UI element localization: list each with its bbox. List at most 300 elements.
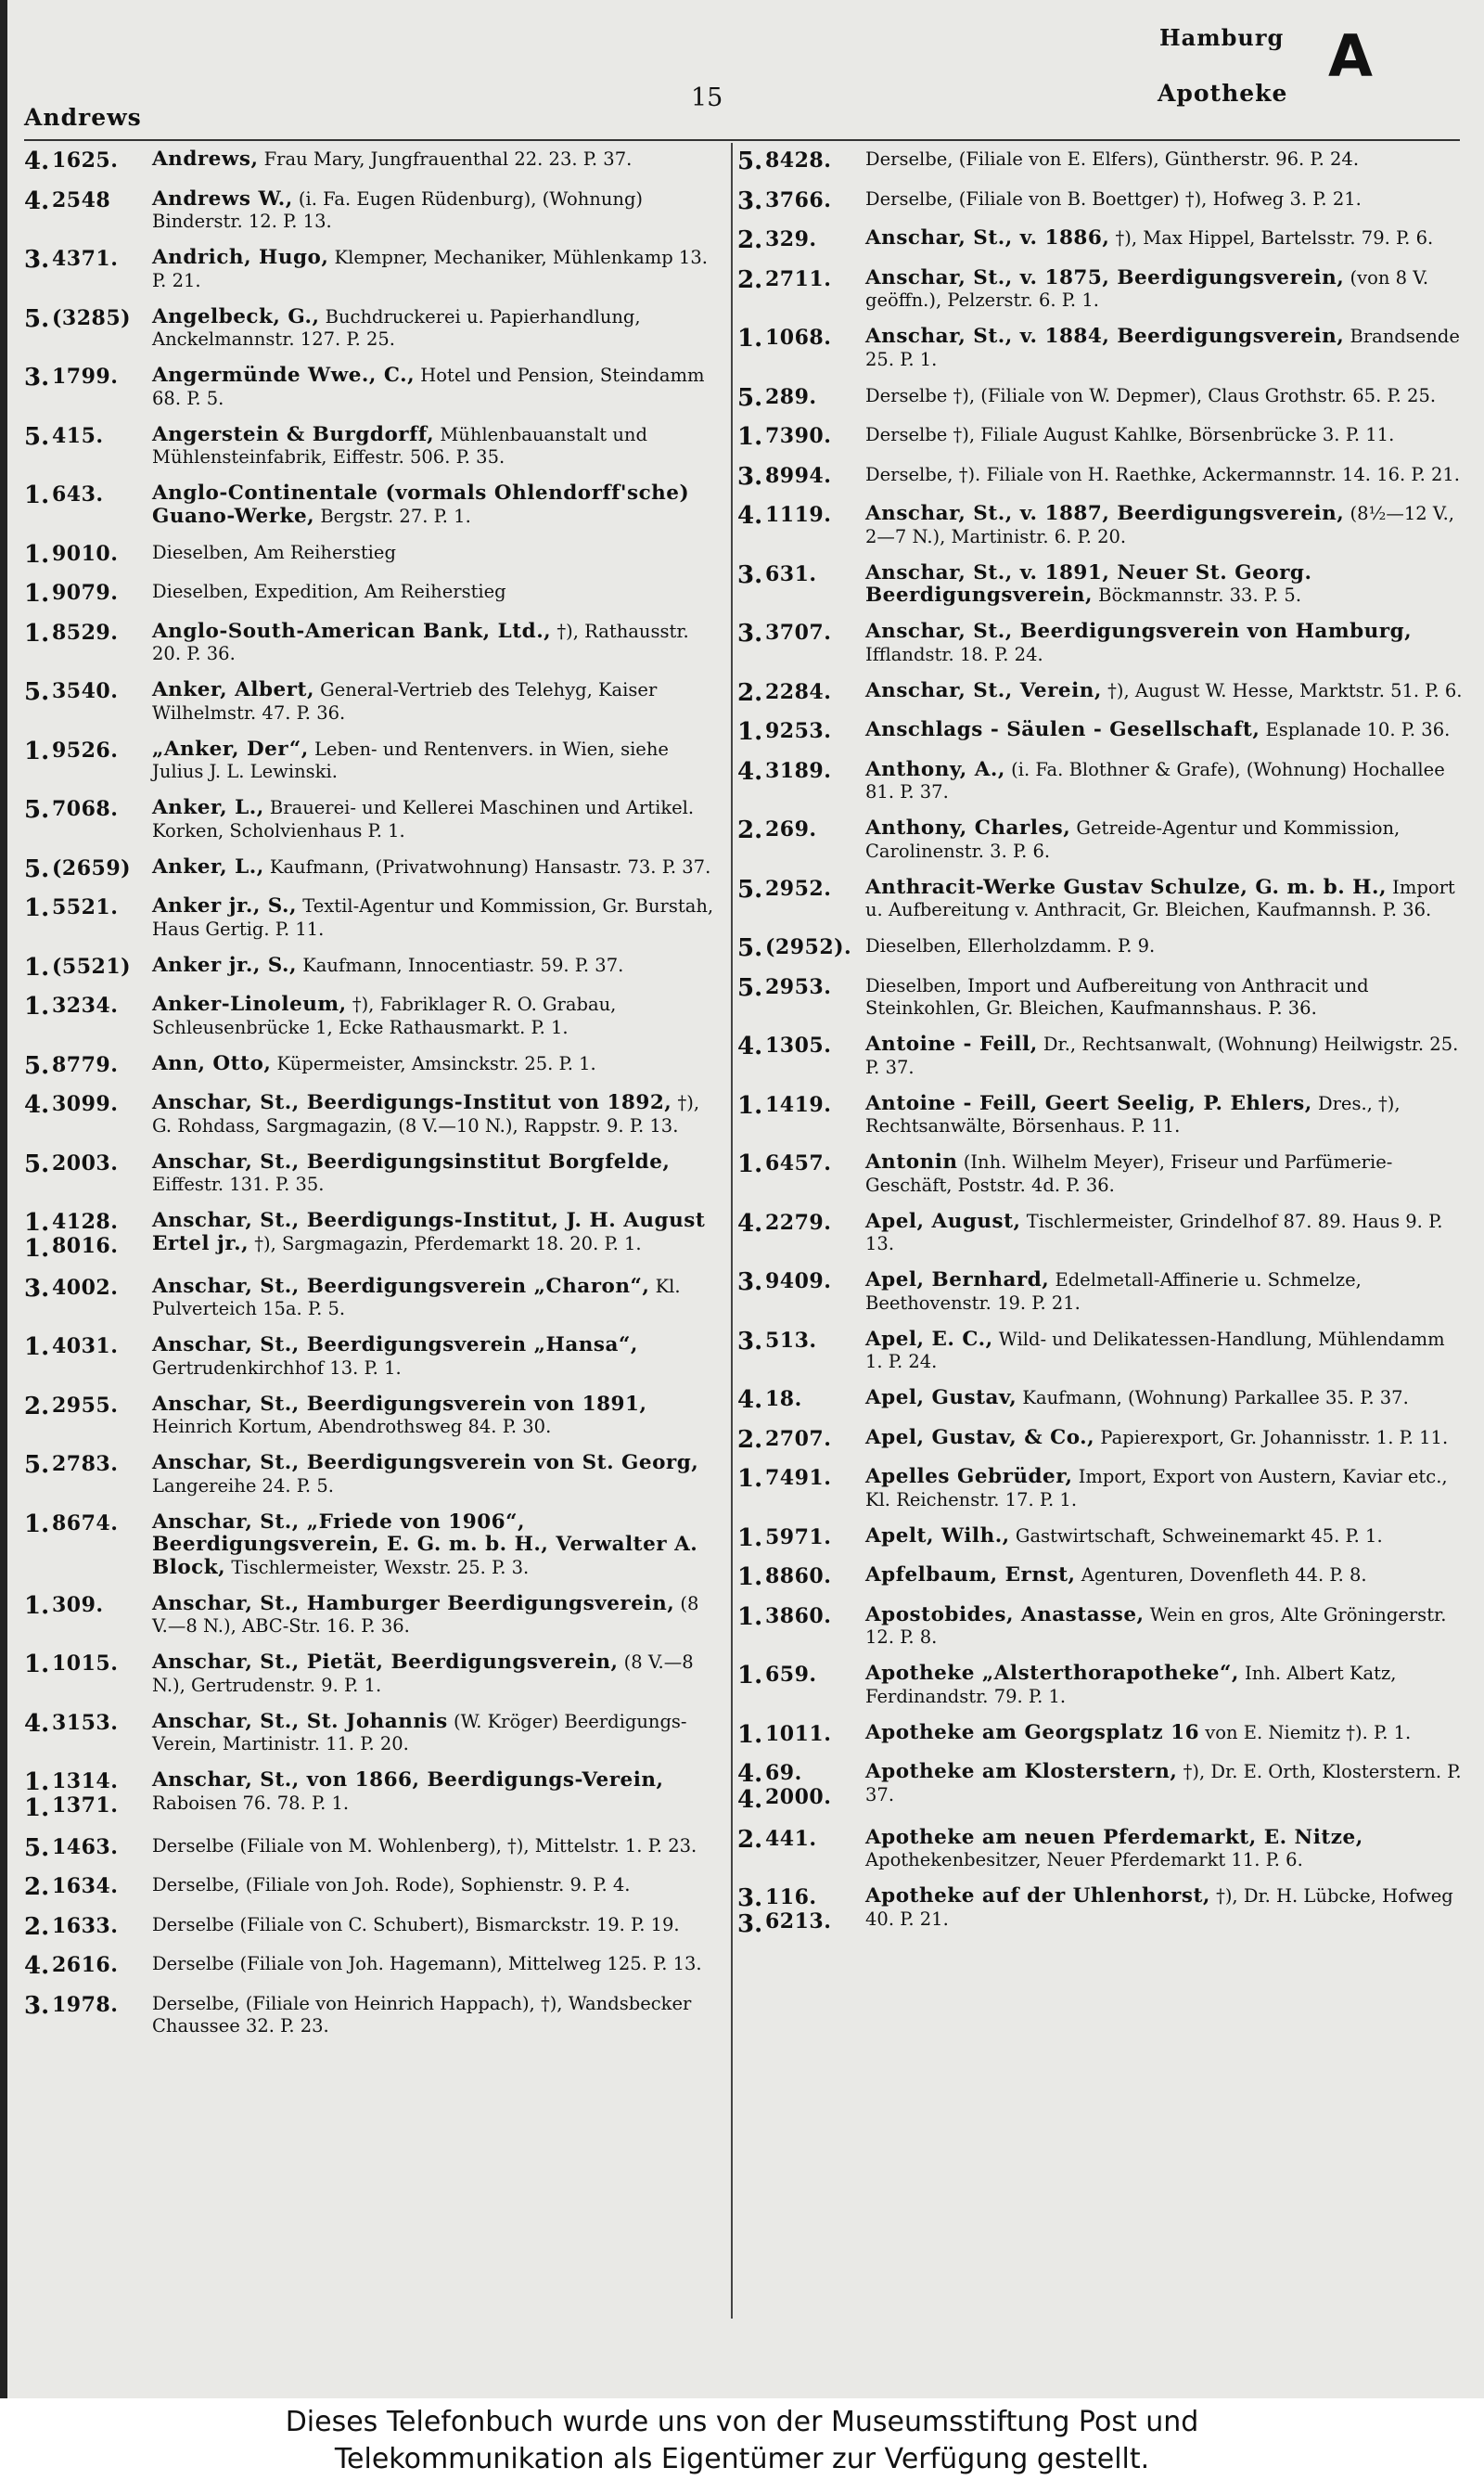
directory-entry <box>737 227 1470 253</box>
left-column <box>24 148 727 2319</box>
phone-number: 6457. <box>765 1151 832 1176</box>
entry-body <box>145 1711 727 1756</box>
entry-name: Apelles Gebrüder, <box>865 1465 1073 1488</box>
entry-body <box>145 797 727 842</box>
phone-number: 3707. <box>765 621 832 645</box>
entry-body <box>145 679 727 725</box>
directory-entry <box>24 1914 727 1940</box>
entry-details: Dieselben, Ellerholzdamm. P. 9. <box>865 935 1156 957</box>
directory-entry <box>24 1210 727 1262</box>
directory-entry <box>24 1092 727 1137</box>
entry-name: Antoine - Feill, Geert Seelig, P. Ehlers, <box>865 1091 1312 1115</box>
directory-entry <box>24 1711 727 1756</box>
entry-body <box>858 326 1470 371</box>
entry-name: Apotheke auf der Uhlenhorst, <box>865 1884 1210 1908</box>
entry-details: Edelmetall-Affinerie u. Schmelze, Beethovenstr. 19. P. 21. <box>865 1269 1362 1314</box>
entry-body <box>858 1564 1470 1587</box>
entry-details: †), G. Rohdass, Sargmagazin, (8 V.—10 N.), Rappstr. 9. P. 13. <box>152 1092 700 1137</box>
phone-number: 3099. <box>52 1092 119 1116</box>
phone-number: 2284. <box>765 679 832 704</box>
entry-body <box>858 1827 1470 1872</box>
entry-name: Apostobides, Anastasse, <box>865 1602 1145 1626</box>
entry-body <box>858 1427 1470 1450</box>
phone-number: 1305. <box>765 1034 832 1058</box>
entry-body <box>858 464 1470 487</box>
entry-name: Ann, Otto, <box>152 1051 272 1075</box>
district-code: 1. <box>24 1510 50 1538</box>
district-code: 3. <box>737 1268 763 1296</box>
district-code: 5. <box>24 1833 50 1862</box>
directory-entry <box>24 1334 727 1380</box>
entry-body <box>145 739 727 784</box>
entry-details: Derselbe, (Filiale von Heinrich Happach), †), Wandsbecker Chaussee 32. P. 23. <box>152 1992 692 2037</box>
entry-details: Dres., †), Rechtsanwälte, Börsenhaus. P. 11. <box>865 1092 1401 1137</box>
district-code: 4. <box>24 186 50 215</box>
directory-entry <box>737 503 1470 548</box>
entry-details: Böckmannstr. 33. P. 5. <box>1098 585 1302 606</box>
entry-body <box>145 994 727 1039</box>
entry-body <box>858 975 1470 1021</box>
phone-number: 2279. <box>765 1210 832 1235</box>
entry-body <box>145 247 727 292</box>
entry-name: Anschar, St., „Friede von 1906“, Beerdigungsverein, E. G. m. b. H., Verwalter A. Block, <box>152 1510 698 1579</box>
phone-number: 18. <box>765 1387 802 1411</box>
phone-number: 1119. <box>765 503 832 527</box>
entry-name: Apelt, Wilh., <box>865 1523 1010 1548</box>
entry-body <box>858 424 1470 447</box>
running-head-category: Apotheke <box>1158 80 1288 107</box>
entry-details: Inh. Albert Katz, Ferdinandstr. 79. P. 1. <box>865 1663 1397 1707</box>
phone-number: 9010. <box>52 541 119 566</box>
district-code: 2. <box>737 1825 763 1854</box>
entry-name: Anschar, St., v. 1891, Neuer St. Georg. Beerdigungsverein, <box>865 560 1312 607</box>
phone-number: 2003. <box>52 1150 119 1176</box>
phone-number: 1015. <box>52 1651 119 1676</box>
entry-details: (Inh. Wilhelm Meyer), Friseur und Parfümerie-Geschäft, Poststr. 4d. P. 36. <box>865 1151 1393 1196</box>
entry-name: Anschar, St., Pietät, Beerdigungsverein, <box>152 1651 619 1674</box>
directory-entry <box>737 1525 1470 1551</box>
directory-entry <box>737 1034 1470 1079</box>
entry-details: Import u. Aufbereitung v. Anthracit, Gr. Bleichen, Kaufmannsh. P. 36. <box>865 876 1455 920</box>
entry-name: Anthony, Charles, <box>865 816 1071 840</box>
directory-entry <box>24 797 727 842</box>
directory-entry <box>737 1885 1470 1937</box>
directory-entry <box>24 247 727 292</box>
phone-number: 2783. <box>52 1452 119 1476</box>
district-code: 1. <box>737 1720 763 1749</box>
entry-body <box>145 365 727 410</box>
directory-entry <box>24 1593 727 1638</box>
entry-body <box>858 503 1470 548</box>
district-code: 5. <box>24 796 50 824</box>
district-code: 1. <box>737 1662 763 1690</box>
phone-number: 2616. <box>52 1953 119 1977</box>
entry-details: Getreide-Agentur und Kommission, Carolinenstr. 3. P. 6. <box>865 817 1401 862</box>
phone-number: 7491. <box>765 1466 832 1490</box>
directory-entry <box>24 856 727 882</box>
entry-details: Textil-Agentur und Kommission, Gr. Burstah, Haus Gertig. P. 11. <box>152 895 714 940</box>
district-code: 1. 1. <box>24 1209 50 1263</box>
entry-details: Langereihe 24. P. 5. <box>152 1474 334 1497</box>
phone-number: 4031. <box>52 1334 119 1358</box>
entry-name: Anschlags - Säulen - Gesellschaft, <box>865 718 1260 741</box>
entry-details: Derselbe, (Filiale von Joh. Rode), Sophienstr. 9. P. 4. <box>152 1874 631 1895</box>
entry-details: Bergstr. 27. P. 1. <box>320 505 471 527</box>
entry-details: †), Sargmagazin, Pferdemarkt 18. 20. P. 1. <box>254 1232 642 1254</box>
entry-details: (i. Fa. Blothner & Grafe), (Wohnung) Hochallee 81. P. 37. <box>865 758 1445 803</box>
entry-details: (8 V.—8 N.), Gertrudenstr. 9. P. 1. <box>152 1651 694 1696</box>
phone-number: 2711. <box>765 266 832 291</box>
district-code: 5. <box>24 1451 50 1479</box>
entry-body <box>145 482 727 528</box>
column-divider <box>731 143 733 2319</box>
entry-details: Eiffestr. 131. P. 35. <box>152 1174 325 1195</box>
phone-number: 2548 <box>52 187 111 212</box>
right-column <box>737 148 1470 2319</box>
phone-number: 309. <box>52 1592 104 1617</box>
entry-details: Brandsende 25. P. 1. <box>865 326 1460 370</box>
entry-body <box>858 1329 1470 1374</box>
entry-name: Apel, Gustav, & Co., <box>865 1425 1095 1449</box>
entry-body <box>145 1953 727 1976</box>
phone-number: 1011. <box>765 1721 832 1746</box>
phone-number: 116. 6213. <box>765 1885 832 1934</box>
phone-number: 3540. <box>52 679 119 703</box>
district-code: 1. <box>737 1602 763 1631</box>
entry-name: Antoine - Feill, <box>865 1033 1038 1056</box>
entry-name: Apfelbaum, Ernst, <box>865 1563 1076 1587</box>
entry-name: Anschar, St., von 1866, Beerdigungs-Verein, <box>152 1768 664 1792</box>
entry-body <box>145 856 727 880</box>
entry-details: von E. Niemitz †). P. 1. <box>1205 1721 1412 1743</box>
entry-name: Apotheke am Georgsplatz 16 <box>865 1720 1200 1744</box>
entry-body <box>145 1593 727 1638</box>
entry-body <box>145 542 727 565</box>
phone-number: 9409. <box>765 1269 832 1293</box>
entry-details: Dr., Rechtsanwalt, (Wohnung) Heilwigstr. 25. P. 37. <box>865 1034 1459 1078</box>
phone-number: (3285) <box>52 305 132 330</box>
entry-details: Kaufmann, Innocentiastr. 59. P. 37. <box>302 954 624 976</box>
phone-number: 1625. <box>52 148 119 173</box>
directory-entry <box>737 464 1470 490</box>
phone-number: 1068. <box>765 326 832 350</box>
entry-details: (8½—12 V., 2—7 N.), Martinistr. 6. P. 20. <box>865 503 1454 547</box>
district-code: 1. <box>24 1333 50 1361</box>
entry-details: Gastwirtschaft, Schweinemarkt 45. P. 1. <box>1015 1524 1383 1547</box>
district-code: 5. <box>24 678 50 706</box>
district-code: 3. <box>24 1991 50 2020</box>
entry-body <box>145 955 727 978</box>
entry-details: Hotel und Pension, Steindamm 68. P. 5. <box>152 365 705 409</box>
entry-details: Dieselben, Expedition, Am Reiherstieg <box>152 581 506 602</box>
phone-number: 4371. <box>52 247 119 271</box>
phone-number: 269. <box>765 817 817 842</box>
entry-details: †), Dr. E. Orth, Klosterstern. P. 37. <box>865 1761 1462 1805</box>
phone-number: 329. <box>765 227 817 251</box>
district-code: 5. <box>24 304 50 333</box>
entry-details: Ifflandstr. 18. P. 24. <box>865 643 1043 665</box>
phone-number: 4002. <box>52 1275 119 1300</box>
directory-entry <box>737 719 1470 745</box>
directory-entry <box>737 326 1470 371</box>
entry-body <box>858 1663 1470 1708</box>
directory-entry <box>24 188 727 234</box>
entry-details: Buchdruckerei u. Papierhandlung, Anckelmannstr. 127. P. 25. <box>152 305 641 350</box>
directory-entry <box>737 1269 1470 1315</box>
entry-body <box>858 877 1470 922</box>
entry-details: (i. Fa. Eugen Rüdenburg), (Wohnung) Binderstr. 12. P. 13. <box>152 187 644 232</box>
directory-entry <box>737 975 1470 1021</box>
entry-details: Esplanade 10. P. 36. <box>1265 719 1451 740</box>
district-code: 2. <box>24 1873 50 1901</box>
phone-number: 8779. <box>52 1052 119 1077</box>
district-code: 4. <box>737 1386 763 1414</box>
entry-body <box>145 1092 727 1137</box>
district-code: 4. <box>24 1952 50 1980</box>
entry-body <box>145 1053 727 1076</box>
entry-name: Anglo-Continentale (vormals Ohlendorff'sche) Guano-Werke, <box>152 482 690 528</box>
entry-body <box>858 1034 1470 1079</box>
phone-number: 2955. <box>52 1393 119 1418</box>
entry-name: Anschar, St., Hamburger Beerdigungsverein, <box>152 1591 675 1615</box>
entry-body <box>145 1276 727 1321</box>
district-code: 1. <box>24 993 50 1021</box>
phone-number: 1634. <box>52 1874 119 1898</box>
directory-entry <box>24 306 727 352</box>
entry-details: Derselbe, (Filiale von E. Elfers), Güntherstr. 96. P. 24. <box>865 148 1360 170</box>
phone-number: 2953. <box>765 974 832 999</box>
entry-name: Andrews W., <box>152 186 293 211</box>
district-code: 1. <box>24 1591 50 1620</box>
phone-number: 9079. <box>52 581 119 605</box>
entry-name: Anschar, St., Beerdigungsverein „Hansa“, <box>152 1333 638 1356</box>
entry-details: Derselbe, †). Filiale von H. Raethke, Ackermannstr. 14. 16. P. 21. <box>865 463 1460 485</box>
directory-entry <box>737 188 1470 214</box>
entry-details: Küpermeister, Amsinckstr. 25. P. 1. <box>276 1052 596 1074</box>
entry-name: Anschar, St., Beerdigungsverein von 1891, <box>152 1392 647 1416</box>
phone-number: (2952). <box>765 935 852 959</box>
entry-details: †), August W. Hesse, Marktstr. 51. P. 6. <box>1107 679 1463 701</box>
district-code: 4. <box>24 148 50 175</box>
district-code: 1. <box>24 894 50 922</box>
entry-body <box>858 1604 1470 1650</box>
directory-entry <box>24 1953 727 1979</box>
entry-body <box>145 1993 727 2038</box>
entry-details: Mühlenbauanstalt und Mühlensteinfabrik, Eiffestr. 506. P. 35. <box>152 423 647 468</box>
entry-details: Kl. Pulverteich 15a. P. 5. <box>152 1275 681 1319</box>
directory-entry <box>737 1093 1470 1138</box>
entry-name: Anschar, St., Beerdigungsverein „Charon“, <box>152 1274 650 1298</box>
district-code: 5. <box>737 148 763 175</box>
entry-body <box>145 621 727 666</box>
district-code: 5. <box>24 855 50 883</box>
phone-number: 3766. <box>765 187 832 212</box>
directory-entry <box>737 1827 1470 1872</box>
phone-number: 3153. <box>52 1710 119 1735</box>
district-code: 3. <box>24 364 50 392</box>
phone-number: 8428. <box>765 148 832 173</box>
entry-body <box>858 1269 1470 1315</box>
entry-body <box>145 148 727 172</box>
directory-entry <box>737 1329 1470 1374</box>
phone-number: 5971. <box>765 1524 832 1549</box>
entry-name: Anschar, St., Beerdigungsverein von Hamburg, <box>865 620 1413 643</box>
district-code: 5. <box>737 875 763 904</box>
district-code: 3. <box>737 560 763 589</box>
entry-details: Klempner, Mechaniker, Mühlenkamp 13. P. 21. <box>152 247 708 291</box>
district-code: 1. <box>737 1523 763 1552</box>
directory-entry <box>737 1663 1470 1708</box>
phone-number: 3234. <box>52 994 119 1018</box>
directory-entry <box>24 148 727 174</box>
directory-entry <box>24 1053 727 1079</box>
entry-body <box>858 1387 1470 1410</box>
phone-number: 289. <box>765 384 817 409</box>
entry-name: Andrews, <box>152 148 259 171</box>
directory-entry <box>24 581 727 607</box>
entry-name: Antonin <box>865 1150 958 1174</box>
phone-number: 1978. <box>52 1992 119 2017</box>
directory-entry <box>737 267 1470 313</box>
district-code: 1. <box>737 1091 763 1120</box>
district-code: 5. <box>737 383 763 412</box>
entry-details: Derselbe †), (Filiale von W. Depmer), Claus Grothstr. 65. P. 25. <box>865 384 1437 406</box>
entry-details: Derselbe, (Filiale von B. Boettger) †), Hofweg 3. P. 21. <box>865 187 1362 210</box>
phone-number: 441. <box>765 1826 817 1851</box>
entry-body <box>145 1210 727 1255</box>
entry-name: Anker, L., <box>152 796 264 819</box>
entry-name: Anschar, St., v. 1887, Beerdigungsverein, <box>865 502 1345 525</box>
entry-name: Anschar, St., Beerdigungs-Institut, J. H. August Ertel jr., <box>152 1209 706 1255</box>
directory-entry <box>737 148 1470 174</box>
entry-name: Apotheke „Alsterthorapotheke“, <box>865 1662 1239 1685</box>
phone-number: (5521) <box>52 954 132 979</box>
entry-body <box>858 267 1470 313</box>
directory-entry <box>24 1769 727 1821</box>
entry-body <box>858 621 1470 666</box>
district-code: 3. <box>737 620 763 648</box>
entry-body <box>858 562 1470 608</box>
entry-body <box>145 1835 727 1858</box>
entry-name: Anthony, A., <box>865 757 1005 781</box>
entry-details: Import, Export von Austern, Kaviar etc., Kl. Reichenstr. 17. P. 1. <box>865 1466 1448 1510</box>
entry-name: Anthracit-Werke Gustav Schulze, G. m. b. H., <box>865 875 1387 899</box>
directory-entry <box>24 1151 727 1197</box>
directory-entry <box>737 1564 1470 1590</box>
entry-body <box>858 680 1470 703</box>
entry-details: Tischlermeister, Grindelhof 87. 89. Haus 9. P. 13. <box>865 1210 1443 1254</box>
district-code: 4. <box>24 1091 50 1119</box>
entry-details: Agenturen, Dovenfleth 44. P. 8. <box>1081 1564 1367 1586</box>
entry-name: Anschar, St., Beerdigungsinstitut Borgfelde, <box>152 1150 671 1174</box>
phone-number: 9526. <box>52 738 119 763</box>
entry-name: Apel, E. C., <box>865 1327 993 1351</box>
entry-body <box>858 1151 1470 1197</box>
district-code: 1. <box>24 482 50 509</box>
entry-details: Dieselben, Am Reiherstieg <box>152 541 396 563</box>
directory-entry <box>24 1835 727 1861</box>
directory-entry <box>737 877 1470 922</box>
phone-number: 3860. <box>765 1603 832 1628</box>
entry-details: Derselbe (Filiale von M. Wohlenberg), †), Mittelstr. 1. P. 23. <box>152 1834 697 1857</box>
entry-body <box>858 1885 1470 1931</box>
directory-entry <box>737 1211 1470 1256</box>
entry-details: Dieselben, Import und Aufbereitung von Anthracit und Steinkohlen, Gr. Bleichen, Kaufmannshaus. P. 36. <box>865 974 1369 1019</box>
entry-name: Anker jr., S., <box>152 894 298 918</box>
directory-entry <box>24 1276 727 1321</box>
entry-details: Derselbe †), Filiale August Kahlke, Börsenbrücke 3. P. 11. <box>865 424 1395 445</box>
directory-entry <box>24 621 727 666</box>
directory-entry <box>24 895 727 941</box>
phone-number: 9253. <box>765 719 832 743</box>
entry-body <box>858 1466 1470 1511</box>
entry-name: Anschar, St., v. 1875, Beerdigungsverein, <box>865 265 1345 289</box>
running-head-city: Hamburg <box>1159 24 1285 51</box>
directory-entry <box>737 759 1470 804</box>
entry-details: Wein en gros, Alte Gröningerstr. 12. P. 8. <box>865 1603 1447 1648</box>
phone-number: 643. <box>52 482 104 507</box>
entry-name: Apotheke am Klosterstern, <box>865 1760 1178 1783</box>
entry-details: †), Max Hippel, Bartelsstr. 79. P. 6. <box>1115 227 1434 249</box>
entry-details: Heinrich Kortum, Abendrothsweg 84. P. 30. <box>152 1416 552 1437</box>
section-letter: A <box>1328 22 1373 90</box>
entry-details: Brauerei- und Kellerei Maschinen und Artikel. Korken, Scholvienhaus P. 1. <box>152 797 695 842</box>
district-code: 3. <box>24 1274 50 1303</box>
entry-details: Kaufmann, (Privatwohnung) Hansastr. 73. P. 37. <box>269 855 711 878</box>
entry-name: Anschar, St., Beerdigungs-Institut von 1892, <box>152 1091 672 1114</box>
district-code: 2. <box>737 1425 763 1454</box>
entry-body <box>858 719 1470 742</box>
entry-details: (8 V.—8 N.), ABC-Str. 16. P. 36. <box>152 1592 699 1637</box>
directory-entry <box>737 817 1470 863</box>
entry-details: Derselbe (Filiale von Joh. Hagemann), Mittelweg 125. P. 13. <box>152 1953 702 1974</box>
entry-name: Anker, Albert, <box>152 678 314 701</box>
entry-name: Apel, Bernhard, <box>865 1268 1050 1291</box>
directory-entry <box>24 1651 727 1697</box>
entry-body <box>145 306 727 352</box>
directory-entry <box>24 482 727 528</box>
phone-number: 1633. <box>52 1913 119 1938</box>
entry-body <box>145 1511 727 1580</box>
district-code: 4. <box>737 757 763 786</box>
entry-name: Anschar, St., v. 1884, Beerdigungsverein, <box>865 325 1345 348</box>
directory-entry <box>737 935 1470 961</box>
entry-body <box>145 1769 727 1815</box>
phone-number: 1463. <box>52 1834 119 1859</box>
district-code: 2. <box>24 1912 50 1941</box>
district-code: 5. <box>24 1150 50 1178</box>
phone-number: 8860. <box>765 1564 832 1588</box>
page-edge <box>0 0 7 2398</box>
entry-body <box>858 188 1470 212</box>
entry-name: Anschar, St., v. 1886, <box>865 226 1110 250</box>
entry-body <box>858 1211 1470 1256</box>
district-code: 1. <box>24 953 50 982</box>
district-code: 3. <box>737 462 763 491</box>
directory-entry <box>737 1722 1470 1748</box>
phone-number: 4128. 8016. <box>52 1210 119 1258</box>
phone-number: 659. <box>765 1663 817 1687</box>
entry-details: †), Fabriklager R. O. Grabau, Schleusenbrücke 1, Ecke Rathausmarkt. P. 1. <box>152 994 617 1038</box>
phone-number: 2952. <box>765 876 832 901</box>
district-code: 1. <box>24 580 50 608</box>
entry-name: Anker jr., S., <box>152 953 298 977</box>
district-code: 2. <box>737 265 763 294</box>
district-code: 1. <box>737 325 763 353</box>
entry-details: †), Rathausstr. 20. P. 36. <box>152 620 689 664</box>
entry-name: „Anker, Der“, <box>152 737 309 761</box>
directory-entry <box>737 1387 1470 1413</box>
